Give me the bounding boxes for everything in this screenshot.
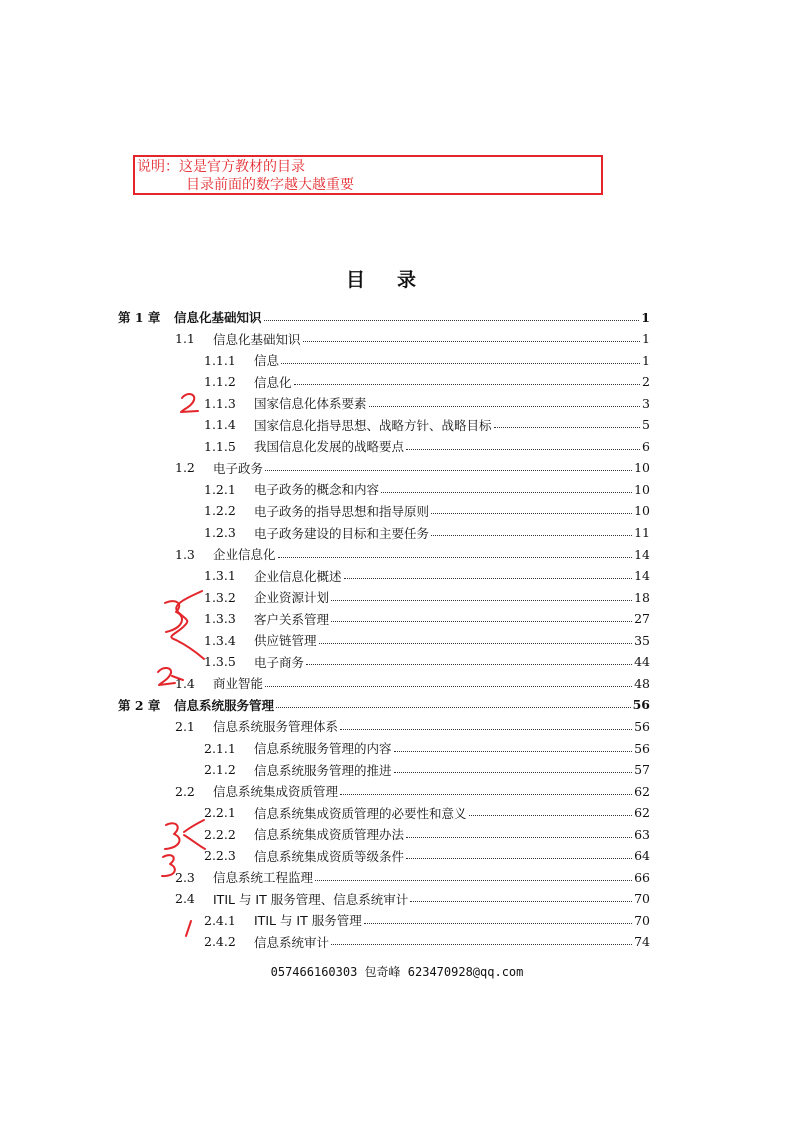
toc-dot-leader	[303, 341, 640, 342]
toc-page-number: 64	[634, 848, 650, 864]
toc-page-number: 10	[634, 503, 650, 519]
toc-subsection	[204, 436, 650, 456]
note-line-1: 说明：这是官方教材的目录	[137, 159, 305, 175]
toc-number: 1.1.5	[204, 438, 236, 454]
toc-title: 信息系统集成资质管理	[213, 784, 339, 800]
toc-page-number: 56	[634, 718, 650, 734]
toc-title: 企业资源计划	[254, 590, 330, 606]
toc-subsection	[204, 566, 650, 586]
toc-title: ITIL 与 IT 服务管理、信息系统审计	[213, 891, 409, 907]
toc-page-number: 66	[634, 869, 650, 885]
toc-section	[175, 544, 650, 564]
toc-page-number: 74	[634, 934, 650, 950]
toc-title: 电子政务的指导思想和指导原则	[254, 503, 430, 519]
handwritten-2-mark	[181, 394, 198, 412]
toc-title: 信息化基础知识	[213, 331, 301, 347]
toc-title: 企业信息化概述	[254, 568, 342, 584]
footer-contact: 057466160303 包奇峰 623470928@qq.com	[270, 965, 524, 979]
handwritten-3-mark-3	[162, 855, 175, 876]
toc-subsection	[204, 738, 650, 758]
toc-number: 1.3.5	[204, 654, 236, 670]
toc-section	[175, 781, 650, 801]
toc-number: 1.1.2	[204, 374, 236, 390]
toc-subsection	[204, 501, 650, 521]
toc-dot-leader	[381, 492, 632, 493]
toc-page-number: 6	[642, 438, 650, 454]
toc-number: 2.2.3	[204, 848, 236, 864]
handwritten-1-mark	[186, 921, 191, 936]
toc-number: 1.2	[175, 460, 195, 476]
toc-dot-leader	[364, 923, 632, 924]
toc-dot-leader	[331, 621, 632, 622]
toc-number: 1.3.2	[204, 589, 236, 605]
handwritten-2-mark-2	[158, 668, 175, 685]
toc-subsection	[204, 630, 650, 650]
toc-number: 2.1	[175, 718, 195, 734]
toc-number: 2.4	[175, 891, 195, 907]
toc-title: 信息系统工程监理	[213, 870, 314, 886]
handwritten-3-bracket	[171, 591, 204, 659]
toc-title: 国家信息化指导思想、战略方针、战略目标	[254, 417, 492, 433]
toc-title: 我国信息化发展的战略要点	[254, 439, 405, 455]
toc-subsection	[204, 824, 650, 844]
toc-number: 1.4	[175, 675, 195, 691]
toc-title: 供应链管理	[254, 633, 317, 649]
toc-dot-leader	[406, 837, 632, 838]
toc-chapter	[118, 695, 650, 715]
toc-dot-leader	[369, 406, 640, 407]
toc-title: 信息系统审计	[254, 934, 330, 950]
toc-page-number: 14	[634, 568, 650, 584]
toc-number: 1.2.2	[204, 503, 236, 519]
toc-subsection	[204, 803, 650, 823]
toc-dot-leader	[469, 815, 633, 816]
toc-page-number: 1	[641, 309, 650, 325]
toc-section	[175, 716, 650, 736]
toc-subsection	[204, 479, 650, 499]
toc-subsection	[204, 932, 650, 952]
toc-title: 信息	[254, 353, 280, 369]
toc-dot-leader	[306, 664, 632, 665]
toc-page-number: 3	[642, 395, 650, 411]
toc-dot-leader	[281, 363, 640, 364]
toc-number: 1.2.3	[204, 525, 236, 540]
toc-subsection	[204, 910, 650, 930]
toc-title: 电子政务	[213, 460, 264, 476]
toc-page-number: 57	[634, 762, 650, 778]
toc-dot-leader	[394, 751, 633, 752]
toc-dot-leader	[394, 772, 633, 773]
toc-page-number: 11	[634, 525, 650, 540]
toc-dot-leader	[406, 858, 632, 859]
toc-title: 客户关系管理	[254, 611, 330, 627]
toc-number: 2.2.1	[204, 805, 236, 821]
toc-number: 1.2.1	[204, 481, 236, 497]
note-line-2: 目录前面的数字越大越重要	[186, 177, 354, 193]
toc-page-number: 56	[634, 740, 650, 756]
toc-title: 企业信息化	[213, 547, 276, 563]
toc-dot-leader	[344, 578, 633, 579]
toc-page-number: 56	[632, 697, 650, 713]
toc-dot-leader	[410, 901, 632, 902]
toc-title: 电子商务	[254, 654, 305, 670]
toc-number: 第 1 章	[118, 310, 161, 325]
toc-title: 电子政务建设的目标和主要任务	[254, 525, 430, 541]
toc-page-number: 27	[634, 611, 650, 627]
toc-subsection	[204, 846, 650, 866]
toc-dot-leader	[431, 513, 632, 514]
toc-section	[175, 673, 650, 693]
toc-page-number: 63	[634, 826, 650, 842]
toc-page-number: 1	[642, 331, 650, 347]
toc-dot-leader	[340, 729, 632, 730]
toc-page-number: 70	[634, 891, 650, 907]
toc-dot-leader	[340, 794, 632, 795]
toc-dot-leader	[265, 686, 632, 687]
toc-page-number: 1	[642, 352, 650, 368]
toc-dot-leader	[294, 384, 640, 385]
toc-number: 第 2 章	[118, 697, 161, 713]
page-title: 目录	[345, 269, 448, 291]
toc-dot-leader	[264, 320, 640, 321]
toc-number: 1.1.4	[204, 417, 236, 433]
toc-number: 2.1.1	[204, 740, 236, 756]
toc-page-number: 18	[634, 589, 650, 605]
toc-dot-leader	[494, 427, 640, 428]
toc-dot-leader	[406, 449, 640, 450]
toc-dot-leader	[319, 643, 633, 644]
toc-number: 2.4.2	[204, 934, 236, 950]
toc-section	[175, 329, 650, 349]
toc-title: 信息系统服务管理的内容	[254, 741, 392, 756]
toc-dot-leader	[331, 944, 632, 945]
toc-number: 2.4.1	[204, 912, 236, 928]
toc-title: 信息化基础知识	[174, 310, 262, 325]
toc-dot-leader	[431, 535, 632, 536]
handwritten-3-digit	[165, 601, 182, 632]
toc-page-number: 62	[634, 805, 650, 821]
toc-subsection	[204, 523, 650, 543]
toc-number: 1.1	[175, 331, 195, 347]
toc-page-number: 35	[634, 632, 650, 648]
toc-page-number: 2	[642, 374, 650, 390]
toc-number: 1.1.1	[204, 352, 236, 368]
toc-title: 信息化	[254, 374, 292, 390]
toc-title: 信息系统集成资质管理办法	[254, 827, 405, 843]
toc-page-number: 10	[634, 481, 650, 497]
toc-dot-leader	[331, 600, 632, 601]
toc-dot-leader	[276, 707, 631, 708]
toc-number: 2.1.2	[204, 762, 236, 778]
toc-page-number: 44	[634, 654, 650, 670]
toc-title: 信息系统集成资质等级条件	[254, 848, 405, 864]
toc-subsection	[204, 415, 650, 435]
toc-subsection	[204, 587, 650, 607]
toc-title: 信息系统服务管理	[174, 697, 275, 713]
toc-subsection	[204, 393, 650, 413]
toc-subsection	[204, 609, 650, 629]
toc-subsection	[204, 372, 650, 392]
toc-page-number: 10	[634, 460, 650, 476]
toc-page-number: 70	[634, 912, 650, 928]
toc-title: 信息系统集成资质管理的必要性和意义	[254, 805, 467, 821]
toc-title: 电子政务的概念和内容	[254, 482, 380, 498]
toc-title: 商业智能	[213, 676, 264, 692]
toc-page-number: 48	[634, 675, 650, 691]
toc-number: 1.3	[175, 546, 195, 562]
toc-chapter	[118, 307, 650, 327]
toc-page-number: 5	[642, 417, 650, 433]
toc-number: 1.1.3	[204, 395, 236, 411]
toc-title: 国家信息化体系要素	[254, 396, 367, 412]
toc-page-number: 14	[634, 546, 650, 562]
toc-number: 1.3.4	[204, 632, 236, 648]
toc-section	[175, 867, 650, 887]
toc-title: 信息系统服务管理的推进	[254, 762, 392, 778]
toc-subsection	[204, 652, 650, 672]
toc-section	[175, 889, 650, 909]
toc-subsection	[204, 350, 650, 370]
toc-title: ITIL 与 IT 服务管理	[254, 913, 362, 929]
toc-number: 1.3.1	[204, 568, 236, 584]
toc-number: 2.2	[175, 783, 195, 799]
toc-number: 2.3	[175, 869, 195, 885]
toc-subsection	[204, 760, 650, 780]
toc-number: 1.3.3	[204, 611, 236, 627]
toc-section	[175, 458, 650, 478]
toc-dot-leader	[265, 470, 632, 471]
toc-title: 信息系统服务管理体系	[213, 719, 339, 735]
toc-dot-leader	[278, 557, 633, 558]
handwritten-3-mark-2	[165, 823, 180, 849]
toc-number: 2.2.2	[204, 826, 236, 842]
toc-page-number: 62	[634, 783, 650, 799]
toc-dot-leader	[315, 880, 632, 881]
